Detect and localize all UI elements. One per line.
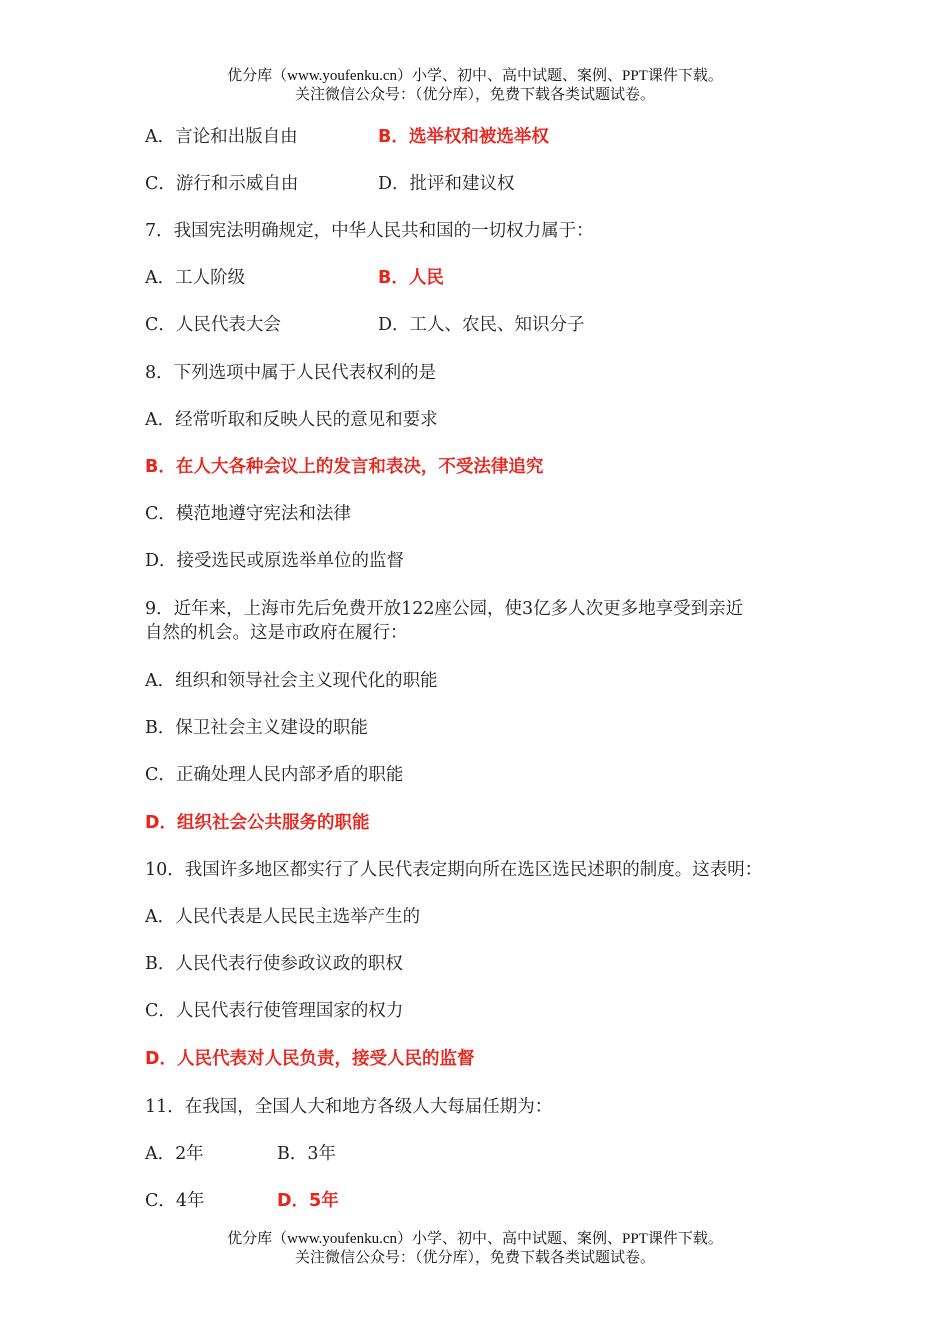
footer-line-2: 关注微信公众号：（优分库），免费下载各类试题试卷。 bbox=[294, 1250, 655, 1266]
q9-option-d-answer: D．组织社会公共服务的职能 bbox=[145, 813, 370, 833]
q10-option-d-answer: D．人民代表对人民负责，接受人民的监督 bbox=[145, 1049, 475, 1069]
q7-option-d: D．工人、农民、知识分子 bbox=[378, 315, 585, 335]
q6-option-b-answer: B．选举权和被选举权 bbox=[378, 127, 549, 147]
q11-option-d-answer: D．5年 bbox=[277, 1191, 339, 1211]
q10-option-a: A．人民代表是人民民主选举产生的 bbox=[145, 907, 421, 927]
q8-option-a: A．经常听取和反映人民的意见和要求 bbox=[145, 410, 438, 430]
q10-option-c: C．人民代表行使管理国家的权力 bbox=[145, 1001, 404, 1021]
q11-stem: 11．在我国，全国人大和地方各级人大每届任期为： bbox=[145, 1097, 553, 1117]
q6-option-a: A．言论和出版自由 bbox=[145, 127, 298, 147]
q9-stem-line-2: 自然的机会。这是市政府在履行： bbox=[145, 623, 408, 643]
header-line-2: 关注微信公众号：（优分库），免费下载各类试题试卷。 bbox=[294, 87, 655, 103]
q10-stem: 10．我国许多地区都实行了人民代表定期向所在选区选民述职的制度。这表明： bbox=[145, 860, 763, 880]
q8-option-c: C．模范地遵守宪法和法律 bbox=[145, 504, 351, 524]
q11-option-b: B．3年 bbox=[277, 1144, 336, 1164]
footer-line-1: 优分库（www.youfenku.cn）小学、初中、高中试题、案例、PPT课件下载。 bbox=[227, 1231, 723, 1247]
q6-option-c: C．游行和示威自由 bbox=[145, 174, 299, 194]
q7-option-a: A．工人阶级 bbox=[145, 268, 246, 288]
q11-option-c: C．4年 bbox=[145, 1191, 205, 1211]
q9-option-a: A．组织和领导社会主义现代化的职能 bbox=[145, 671, 438, 691]
q11-option-a: A．2年 bbox=[145, 1144, 204, 1164]
q7-option-c: C．人民代表大会 bbox=[145, 315, 281, 335]
q9-option-c: C．正确处理人民内部矛盾的职能 bbox=[145, 765, 404, 785]
q8-option-b-answer: B．在人大各种会议上的发言和表决，不受法律追究 bbox=[145, 457, 544, 477]
q8-option-d: D．接受选民或原选举单位的监督 bbox=[145, 551, 405, 571]
q7-option-b-answer: B．人民 bbox=[378, 268, 444, 288]
q10-option-b: B．人民代表行使参政议政的职权 bbox=[145, 954, 403, 974]
q6-option-d: D．批评和建议权 bbox=[378, 174, 515, 194]
q9-stem-line-1: 9．近年来，上海市先后免费开放122座公园，使3亿多人次更多地享受到亲近 bbox=[145, 599, 744, 619]
q9-option-b: B．保卫社会主义建设的职能 bbox=[145, 718, 368, 738]
q8-stem: 8．下列选项中属于人民代表权利的是 bbox=[145, 363, 437, 383]
header-line-1: 优分库（www.youfenku.cn）小学、初中、高中试题、案例、PPT课件下载。 bbox=[227, 68, 723, 84]
q7-stem: 7．我国宪法明确规定，中华人民共和国的一切权力属于： bbox=[145, 221, 594, 241]
